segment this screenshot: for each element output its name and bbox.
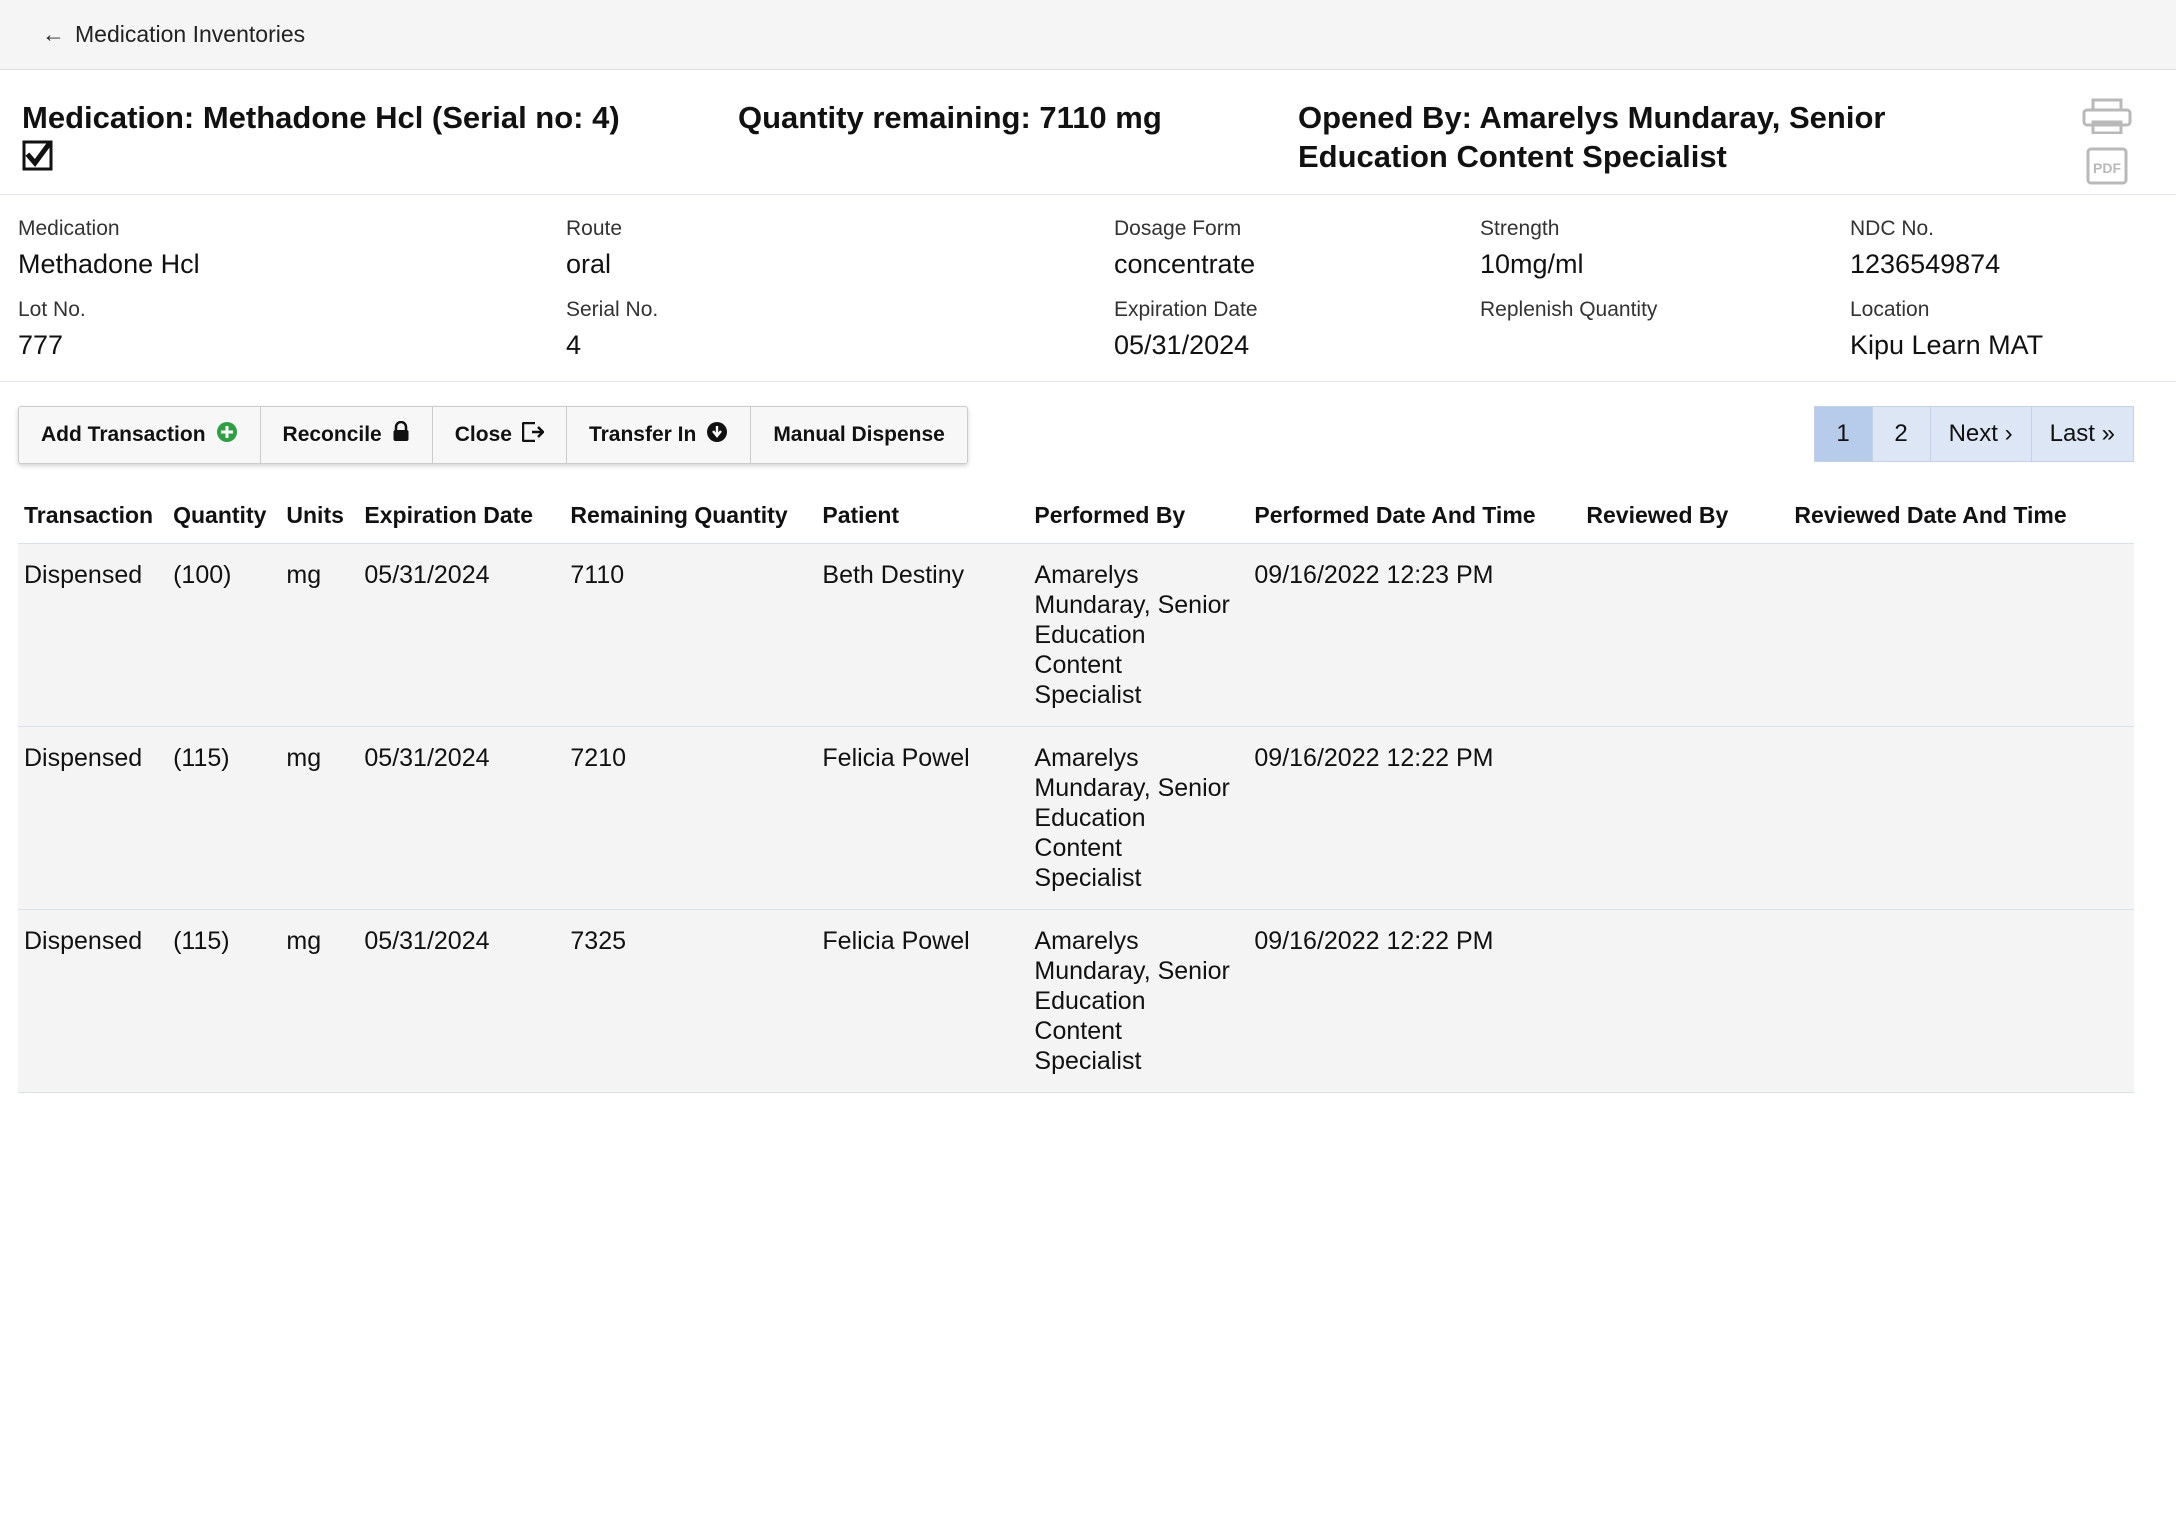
detail-dosage-form — [1114, 217, 1480, 280]
quantity-remaining-title: Quantity remaining: 7110 mg — [738, 100, 1162, 135]
detail-location — [1850, 298, 2134, 361]
detail-route — [566, 217, 1114, 280]
detail-serial-no-value: 4 — [566, 330, 582, 361]
column-header-reviewed-by[interactable]: Reviewed By — [1580, 502, 1788, 544]
cell-reviewed-date-and-time — [1788, 910, 2134, 1093]
detail-lot-no-label: Lot No. — [18, 298, 86, 322]
detail-route-label: Route — [566, 217, 623, 241]
table-row[interactable] — [18, 910, 2134, 1093]
detail-route-value: oral — [566, 249, 612, 280]
detail-expiration-date — [1114, 298, 1480, 361]
add-transaction-label: Add Transaction — [41, 423, 206, 447]
breadcrumb-back-link[interactable] — [42, 21, 305, 48]
detail-serial-no — [566, 298, 1114, 361]
transactions-table — [18, 502, 2134, 1093]
cell-units: mg — [280, 544, 358, 727]
header-actions — [2078, 96, 2136, 186]
cell-performed-date-and-time: 09/16/2022 12:22 PM — [1248, 910, 1580, 1093]
detail-ndc-no — [1850, 217, 2134, 280]
detail-expiration-date-value: 05/31/2024 — [1114, 330, 1250, 361]
cell-reviewed-by — [1580, 727, 1788, 910]
printer-icon[interactable] — [2078, 96, 2136, 136]
detail-row-2 — [18, 298, 2134, 361]
breadcrumb-label: Medication Inventories — [75, 21, 306, 47]
cell-expiration-date: 05/31/2024 — [358, 910, 564, 1093]
transactions-table-wrap — [0, 474, 2176, 1093]
cell-transaction: Dispensed — [18, 910, 167, 1093]
page-1-button[interactable]: 1 — [1814, 406, 1872, 462]
transfer-in-button[interactable] — [566, 406, 750, 464]
cell-remaining-quantity: 7110 — [564, 544, 816, 727]
column-header-reviewed-date-and-time[interactable]: Reviewed Date And Time — [1788, 502, 2134, 544]
opened-by-title: Opened By: Amarelys Mundaray, Senior Education Content Specialist — [1298, 100, 1886, 175]
detail-lot-no-value: 777 — [18, 330, 64, 361]
cell-performed-by: Amarelys Mundaray, Senior Education Content Specialist — [1028, 727, 1248, 910]
cell-performed-by: Amarelys Mundaray, Senior Education Content Specialist — [1028, 544, 1248, 727]
column-header-performed-by[interactable]: Performed By — [1028, 502, 1248, 544]
reconcile-label: Reconcile — [282, 423, 382, 447]
transfer-in-label: Transfer In — [588, 423, 697, 447]
close-button[interactable] — [432, 406, 566, 464]
action-button-group — [18, 406, 968, 464]
checkbox-checked-icon — [22, 139, 54, 171]
plus-circle-icon — [216, 421, 238, 449]
detail-replenish-quantity — [1480, 298, 1850, 361]
cell-reviewed-by — [1580, 910, 1788, 1093]
close-label: Close — [454, 423, 512, 447]
cell-performed-by: Amarelys Mundaray, Senior Education Content Specialist — [1028, 910, 1248, 1093]
page-title: Medication: Methadone Hcl (Serial no: 4) — [22, 100, 620, 135]
table-row[interactable] — [18, 544, 2134, 727]
lock-icon — [392, 421, 410, 449]
page-2-button[interactable]: 2 — [1872, 406, 1930, 462]
table-row[interactable] — [18, 727, 2134, 910]
detail-medication-label: Medication — [18, 217, 120, 241]
cell-reviewed-date-and-time — [1788, 727, 2134, 910]
column-header-quantity[interactable]: Quantity — [167, 502, 280, 544]
detail-medication — [18, 217, 566, 280]
back-arrow-icon: ← — [42, 21, 65, 47]
download-circle-icon — [706, 421, 728, 449]
cell-units: mg — [280, 727, 358, 910]
column-header-units[interactable]: Units — [280, 502, 358, 544]
last-page-button[interactable]: Last » — [2031, 406, 2134, 462]
table-header-row — [18, 502, 2134, 544]
column-header-patient[interactable]: Patient — [816, 502, 1028, 544]
detail-replenish-quantity-label: Replenish Quantity — [1480, 298, 1658, 322]
toolbar-row — [0, 382, 2176, 474]
cell-reviewed-by — [1580, 544, 1788, 727]
cell-remaining-quantity: 7325 — [564, 910, 816, 1093]
next-page-button[interactable]: Next › — [1930, 406, 2031, 462]
detail-location-label: Location — [1850, 298, 1930, 322]
medication-details — [0, 195, 2176, 382]
cell-reviewed-date-and-time — [1788, 544, 2134, 727]
cell-patient: Beth Destiny — [816, 544, 1028, 727]
cell-transaction: Dispensed — [18, 544, 167, 727]
cell-expiration-date: 05/31/2024 — [358, 544, 564, 727]
page-header — [0, 70, 2176, 195]
detail-strength-value: 10mg/ml — [1480, 249, 1584, 280]
column-header-performed-date-and-time[interactable]: Performed Date And Time — [1248, 502, 1580, 544]
cell-quantity: (115) — [167, 727, 280, 910]
detail-strength — [1480, 217, 1850, 280]
cell-quantity: (115) — [167, 910, 280, 1093]
cell-performed-date-and-time: 09/16/2022 12:23 PM — [1248, 544, 1580, 727]
column-header-expiration-date[interactable]: Expiration Date — [358, 502, 564, 544]
svg-text:PDF: PDF — [2093, 160, 2121, 176]
detail-serial-no-label: Serial No. — [566, 298, 659, 322]
detail-ndc-no-value: 1236549874 — [1850, 249, 2001, 280]
pagination — [1814, 406, 2134, 462]
detail-location-value: Kipu Learn MAT — [1850, 330, 2044, 361]
column-header-transaction[interactable]: Transaction — [18, 502, 167, 544]
column-header-remaining-quantity[interactable]: Remaining Quantity — [564, 502, 816, 544]
detail-expiration-date-label: Expiration Date — [1114, 298, 1258, 322]
pdf-icon[interactable] — [2078, 146, 2136, 186]
cell-transaction: Dispensed — [18, 727, 167, 910]
detail-row-1 — [18, 217, 2134, 280]
cell-units: mg — [280, 910, 358, 1093]
cell-patient: Felicia Powel — [816, 727, 1028, 910]
breadcrumb-bar — [0, 0, 2176, 70]
detail-ndc-no-label: NDC No. — [1850, 217, 1935, 241]
detail-medication-value: Methadone Hcl — [18, 249, 200, 280]
cell-patient: Felicia Powel — [816, 910, 1028, 1093]
detail-dosage-form-value: concentrate — [1114, 249, 1256, 280]
detail-dosage-form-label: Dosage Form — [1114, 217, 1242, 241]
detail-lot-no — [18, 298, 566, 361]
manual-dispense-label: Manual Dispense — [773, 423, 945, 447]
manual-dispense-button[interactable] — [750, 406, 968, 464]
cell-remaining-quantity: 7210 — [564, 727, 816, 910]
add-transaction-button[interactable] — [18, 406, 260, 464]
cell-performed-date-and-time: 09/16/2022 12:22 PM — [1248, 727, 1580, 910]
exit-icon — [522, 422, 544, 448]
detail-strength-label: Strength — [1480, 217, 1560, 241]
cell-quantity: (100) — [167, 544, 280, 727]
reconcile-button[interactable] — [260, 406, 432, 464]
cell-expiration-date: 05/31/2024 — [358, 727, 564, 910]
